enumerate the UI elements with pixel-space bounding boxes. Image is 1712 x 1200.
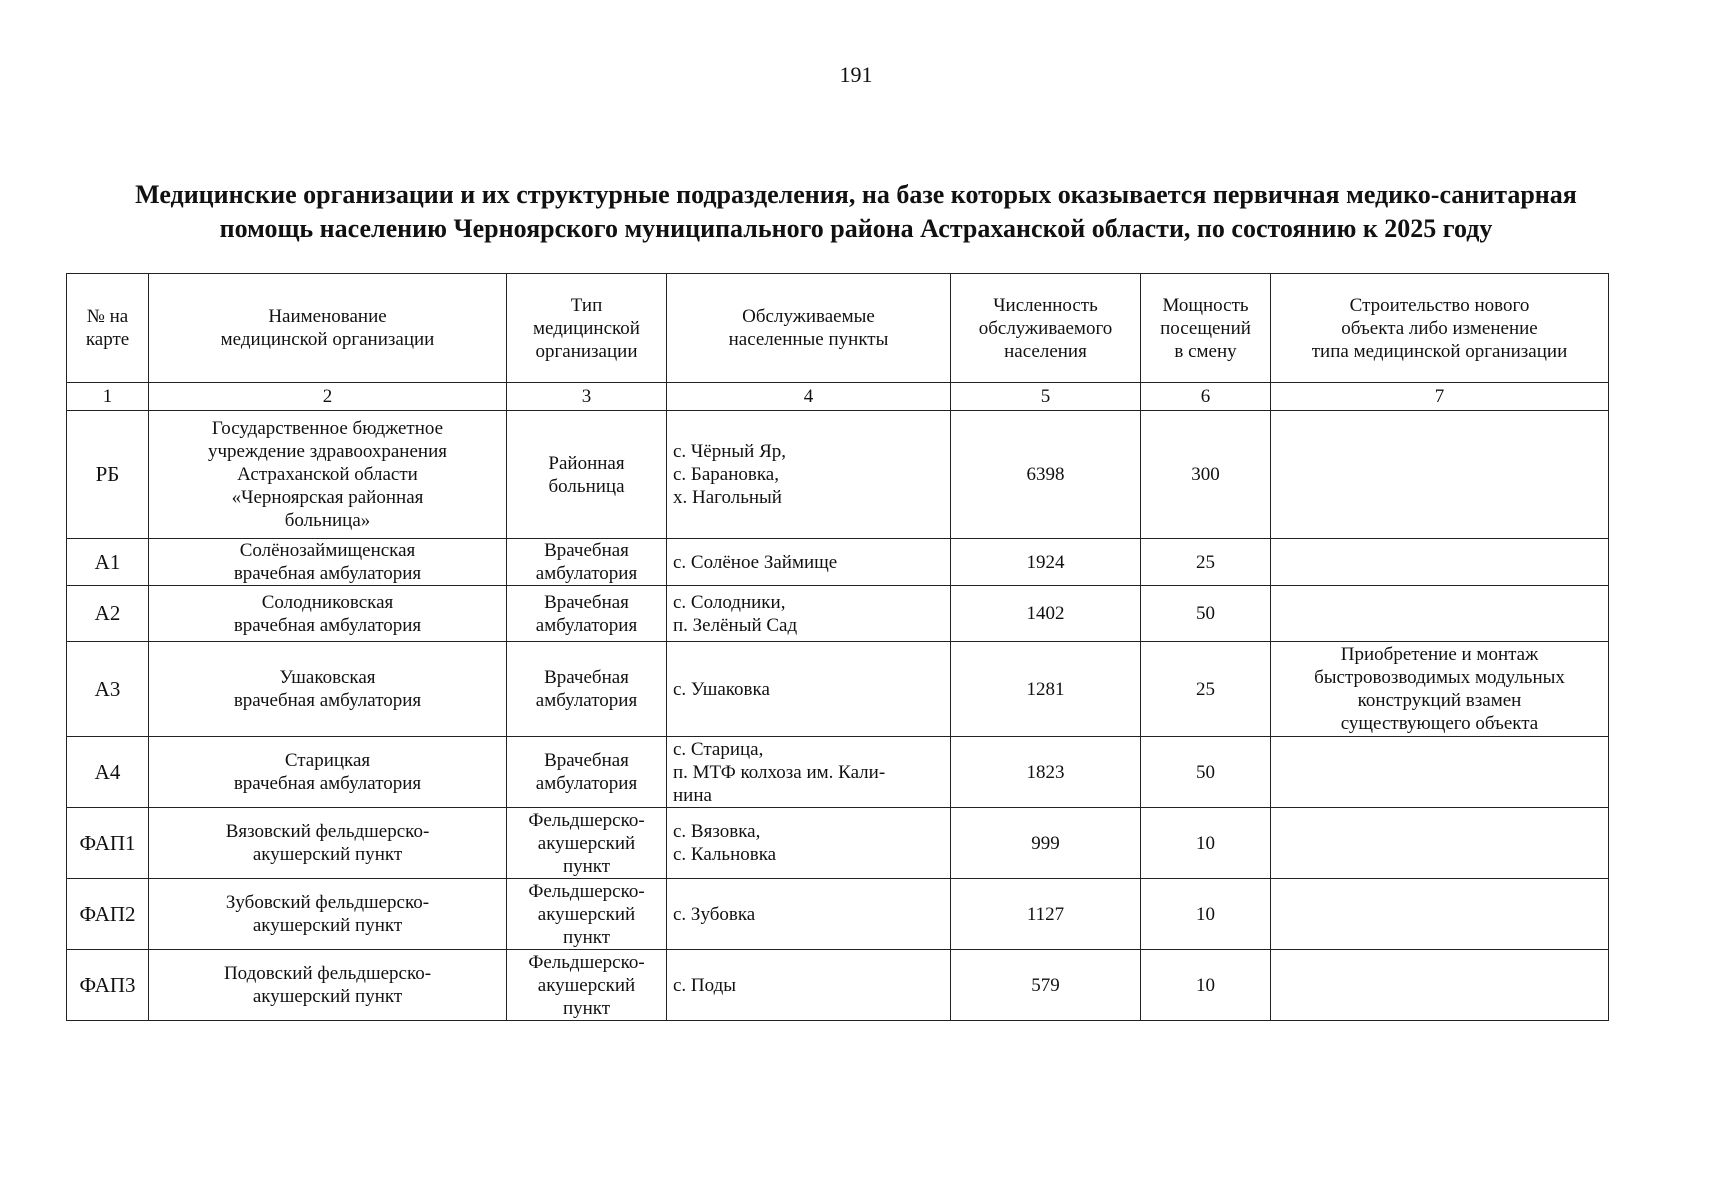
organization-type-cell-line: Фельдшерско-	[528, 809, 645, 831]
table-row	[67, 950, 1609, 1021]
map-number-cell	[67, 586, 149, 642]
organization-name-cell-line: врачебная амбулатория	[233, 690, 422, 711]
organization-name-cell-line: Ушаковская	[279, 667, 376, 688]
visit-capacity-cell-line: 25	[1196, 678, 1215, 700]
population-cell-line: 999	[1031, 832, 1060, 854]
construction-cell-line: существующего объекта	[1340, 713, 1539, 734]
map-number-cell-line: ФАП2	[79, 901, 136, 926]
construction-cell	[1271, 539, 1609, 586]
visit-capacity-cell	[1141, 737, 1271, 808]
construction-cell	[1271, 737, 1609, 808]
construction-cell	[1271, 950, 1609, 1021]
map-number-cell-line: ФАП1	[79, 830, 136, 855]
organization-name-cell-line: «Черноярская районная	[231, 487, 424, 508]
header-cell-line: Обслуживаемые	[742, 306, 875, 327]
organization-name-cell-line: врачебная амбулатория	[233, 614, 422, 636]
table-row	[67, 539, 1609, 586]
population-cell-line: 6398	[1026, 464, 1065, 485]
construction-cell	[1271, 411, 1609, 539]
visit-capacity-cell	[1141, 586, 1271, 642]
table-body	[67, 411, 1609, 1021]
population-cell	[951, 950, 1141, 1021]
organization-name-cell	[149, 586, 507, 642]
settlements-cell-line: с. Старица,	[673, 738, 764, 760]
organization-type-cell-line: Врачебная	[544, 591, 629, 613]
population-cell-line: 579	[1031, 974, 1060, 996]
table-row	[67, 808, 1609, 879]
map-number-cell	[67, 539, 149, 586]
settlements-cell	[667, 950, 951, 1021]
table-row	[67, 586, 1609, 642]
header-cell-line: № на	[86, 306, 129, 327]
visit-capacity-cell-line: 10	[1196, 974, 1215, 996]
map-number-cell	[67, 642, 149, 737]
organization-type-cell-line: пункт	[562, 855, 611, 877]
settlements-cell-line: с. Зубовка	[673, 903, 756, 925]
organization-type-cell	[507, 879, 667, 950]
organization-type-cell-line: Фельдшерско-	[528, 951, 645, 973]
header-cell-line: в смену	[1174, 340, 1237, 362]
organization-type-cell-line: амбулатория	[535, 773, 638, 794]
population-cell	[951, 642, 1141, 737]
organization-name-cell-line: Астраханской области	[237, 464, 418, 485]
header-cell-line: карте	[85, 329, 130, 350]
header-cell-line: объекта либо изменение	[1341, 317, 1538, 339]
column-number-3: 3	[507, 383, 667, 411]
construction-cell	[1271, 642, 1609, 737]
column-number-7: 7	[1271, 383, 1609, 411]
organization-name-cell-line: Государственное бюджетное	[211, 418, 444, 439]
organization-type-cell	[507, 642, 667, 737]
map-number-cell	[67, 411, 149, 539]
organization-name-cell	[149, 642, 507, 737]
visit-capacity-cell-line: 50	[1196, 603, 1215, 624]
organization-name-cell-line: Солёнозаймищенская	[239, 540, 416, 561]
construction-cell	[1271, 879, 1609, 950]
title-line-1: Медицинские организации и их структурные подразделения, на базе которых оказывается первичная медико-санитарная	[135, 180, 1577, 209]
map-number-cell	[67, 950, 149, 1021]
construction-cell	[1271, 586, 1609, 642]
organization-type-cell-line: амбулатория	[535, 614, 638, 636]
construction-cell	[1271, 808, 1609, 879]
settlements-cell	[667, 586, 951, 642]
organization-name-cell-line: Подовский фельдшерско-	[223, 963, 432, 984]
column-number-2: 2	[149, 383, 507, 411]
organization-name-cell-line: Зубовский фельдшерско-	[225, 892, 430, 913]
population-cell-line: 1924	[1026, 551, 1065, 573]
organization-name-cell	[149, 808, 507, 879]
map-number-cell-line: ФАП3	[79, 972, 136, 997]
organization-name-cell-line: учреждение здравоохранения	[208, 441, 447, 462]
organization-name-cell	[149, 879, 507, 950]
table-row	[67, 879, 1609, 950]
medical-organizations-table	[66, 273, 1609, 1021]
header-cell-7	[1271, 274, 1609, 383]
organization-name-cell	[149, 411, 507, 539]
table-row	[67, 642, 1609, 737]
settlements-cell	[667, 737, 951, 808]
header-cell-4	[667, 274, 951, 383]
organization-type-cell	[507, 950, 667, 1021]
page-number: 191	[839, 62, 873, 87]
construction-cell-line: быстровозводимых модульных	[1314, 667, 1565, 688]
organization-type-cell-line: Районная	[548, 452, 625, 474]
settlements-cell	[667, 879, 951, 950]
population-cell-line: 1127	[1026, 903, 1065, 925]
header-cell-line: типа медицинской организации	[1311, 340, 1568, 362]
organization-type-cell-line: Врачебная	[544, 667, 629, 688]
header-cell-line: организации	[535, 340, 638, 362]
organization-type-cell-line: Врачебная	[544, 750, 629, 771]
settlements-cell-line: с. Ушаковка	[673, 678, 770, 700]
settlements-cell-line: с. Барановка,	[673, 464, 779, 485]
visit-capacity-cell	[1141, 950, 1271, 1021]
settlements-cell-line: с. Солёное Займище	[673, 551, 838, 573]
organization-name-cell-line: акушерский пункт	[252, 986, 403, 1007]
organization-type-cell-line: пункт	[562, 926, 611, 948]
header-cell-line: Наименование	[268, 306, 387, 327]
map-number-cell-line: А2	[94, 601, 121, 625]
column-number-row	[67, 383, 1609, 411]
organization-type-cell-line: больница	[548, 475, 625, 497]
organization-name-cell-line: больница»	[284, 510, 371, 531]
column-number-4: 4	[667, 383, 951, 411]
organization-type-cell-line: акушерский	[537, 903, 636, 925]
map-number-cell	[67, 879, 149, 950]
header-cell-1	[67, 274, 149, 383]
population-cell	[951, 586, 1141, 642]
organization-name-cell	[149, 737, 507, 808]
organization-name-cell-line: Вязовский фельдшерско-	[225, 821, 430, 842]
header-cell-line: медицинской организации	[220, 329, 435, 350]
organization-type-cell-line: акушерский	[537, 832, 636, 854]
organization-type-cell-line: акушерский	[537, 974, 636, 996]
table-row	[67, 737, 1609, 808]
visit-capacity-cell-line: 10	[1196, 903, 1215, 925]
map-number-cell-line: А3	[94, 676, 121, 701]
column-number-1: 1	[67, 383, 149, 411]
visit-capacity-cell-line: 25	[1196, 551, 1215, 573]
table-header-row	[67, 274, 1609, 383]
population-cell	[951, 879, 1141, 950]
visit-capacity-cell	[1141, 411, 1271, 539]
settlements-cell	[667, 808, 951, 879]
column-number-5: 5	[951, 383, 1141, 411]
settlements-cell-line: х. Нагольный	[673, 487, 782, 508]
map-number-cell	[67, 737, 149, 808]
settlements-cell-line: с. Солодники,	[673, 591, 786, 613]
header-cell-5	[951, 274, 1141, 383]
settlements-cell-line: п. Зелёный Сад	[673, 614, 798, 636]
construction-cell-line: конструкций взамен	[1357, 690, 1522, 711]
organization-name-cell-line: Солодниковская	[261, 591, 394, 613]
population-cell	[951, 539, 1141, 586]
map-number-cell-line: РБ	[95, 462, 120, 486]
header-cell-line: населенные пункты	[728, 329, 889, 350]
settlements-cell	[667, 411, 951, 539]
visit-capacity-cell-line: 10	[1196, 832, 1215, 854]
construction-cell-line: Приобретение и монтаж	[1340, 644, 1539, 665]
header-cell-line: Мощность	[1162, 294, 1249, 316]
organization-type-cell-line: пункт	[562, 997, 611, 1019]
visit-capacity-cell-line: 300	[1191, 464, 1220, 485]
organization-name-cell-line: Старицкая	[284, 750, 371, 771]
settlements-cell-line: с. Поды	[673, 974, 737, 996]
organization-type-cell	[507, 539, 667, 586]
visit-capacity-cell	[1141, 642, 1271, 737]
organization-type-cell	[507, 737, 667, 808]
population-cell-line: 1402	[1026, 603, 1065, 624]
visit-capacity-cell	[1141, 539, 1271, 586]
organization-type-cell-line: амбулатория	[535, 690, 638, 711]
header-cell-line: населения	[1004, 340, 1087, 362]
header-cell-6	[1141, 274, 1271, 383]
settlements-cell-line: с. Вязовка,	[673, 821, 761, 842]
organization-name-cell-line: врачебная амбулатория	[233, 773, 422, 794]
organization-type-cell-line: Врачебная	[544, 540, 629, 561]
header-cell-line: обслуживаемого	[978, 317, 1113, 339]
population-cell	[951, 411, 1141, 539]
header-cell-line: посещений	[1160, 317, 1251, 339]
visit-capacity-cell-line: 50	[1196, 761, 1215, 783]
organization-type-cell	[507, 808, 667, 879]
column-number-6: 6	[1141, 383, 1271, 411]
population-cell	[951, 737, 1141, 808]
document-title	[70, 178, 1642, 246]
population-cell-line: 1281	[1026, 678, 1065, 700]
settlements-cell-line: с. Чёрный Яр,	[673, 441, 786, 462]
population-cell-line: 1823	[1026, 761, 1065, 783]
population-cell	[951, 808, 1141, 879]
organization-name-cell-line: акушерский пункт	[252, 844, 403, 865]
organization-type-cell-line: амбулатория	[535, 563, 638, 584]
settlements-cell-line: с. Кальновка	[673, 844, 777, 865]
header-cell-2	[149, 274, 507, 383]
organization-name-cell-line: акушерский пункт	[252, 915, 403, 936]
settlements-cell	[667, 539, 951, 586]
header-cell-line: Тип	[570, 294, 603, 316]
settlements-cell	[667, 642, 951, 737]
map-number-cell	[67, 808, 149, 879]
visit-capacity-cell	[1141, 808, 1271, 879]
visit-capacity-cell	[1141, 879, 1271, 950]
header-cell-line: Численность	[993, 294, 1098, 316]
map-number-cell-line: А4	[94, 759, 121, 784]
organization-name-cell-line: врачебная амбулатория	[233, 563, 422, 584]
settlements-cell-line: п. МТФ колхоза им. Кали-	[673, 761, 886, 783]
organization-type-cell	[507, 586, 667, 642]
header-cell-line: Строительство нового	[1349, 294, 1530, 316]
title-line-2: помощь населению Черноярского муниципального района Астраханской области, по состоянию к 2025 году	[219, 214, 1493, 243]
organization-type-cell-line: Фельдшерско-	[528, 880, 645, 902]
settlements-cell-line: нина	[673, 784, 712, 806]
table-row	[67, 411, 1609, 539]
organization-name-cell	[149, 539, 507, 586]
header-cell-line: медицинской	[533, 317, 640, 339]
header-cell-3	[507, 274, 667, 383]
organization-name-cell	[149, 950, 507, 1021]
organization-type-cell	[507, 411, 667, 539]
map-number-cell-line: А1	[94, 549, 121, 574]
